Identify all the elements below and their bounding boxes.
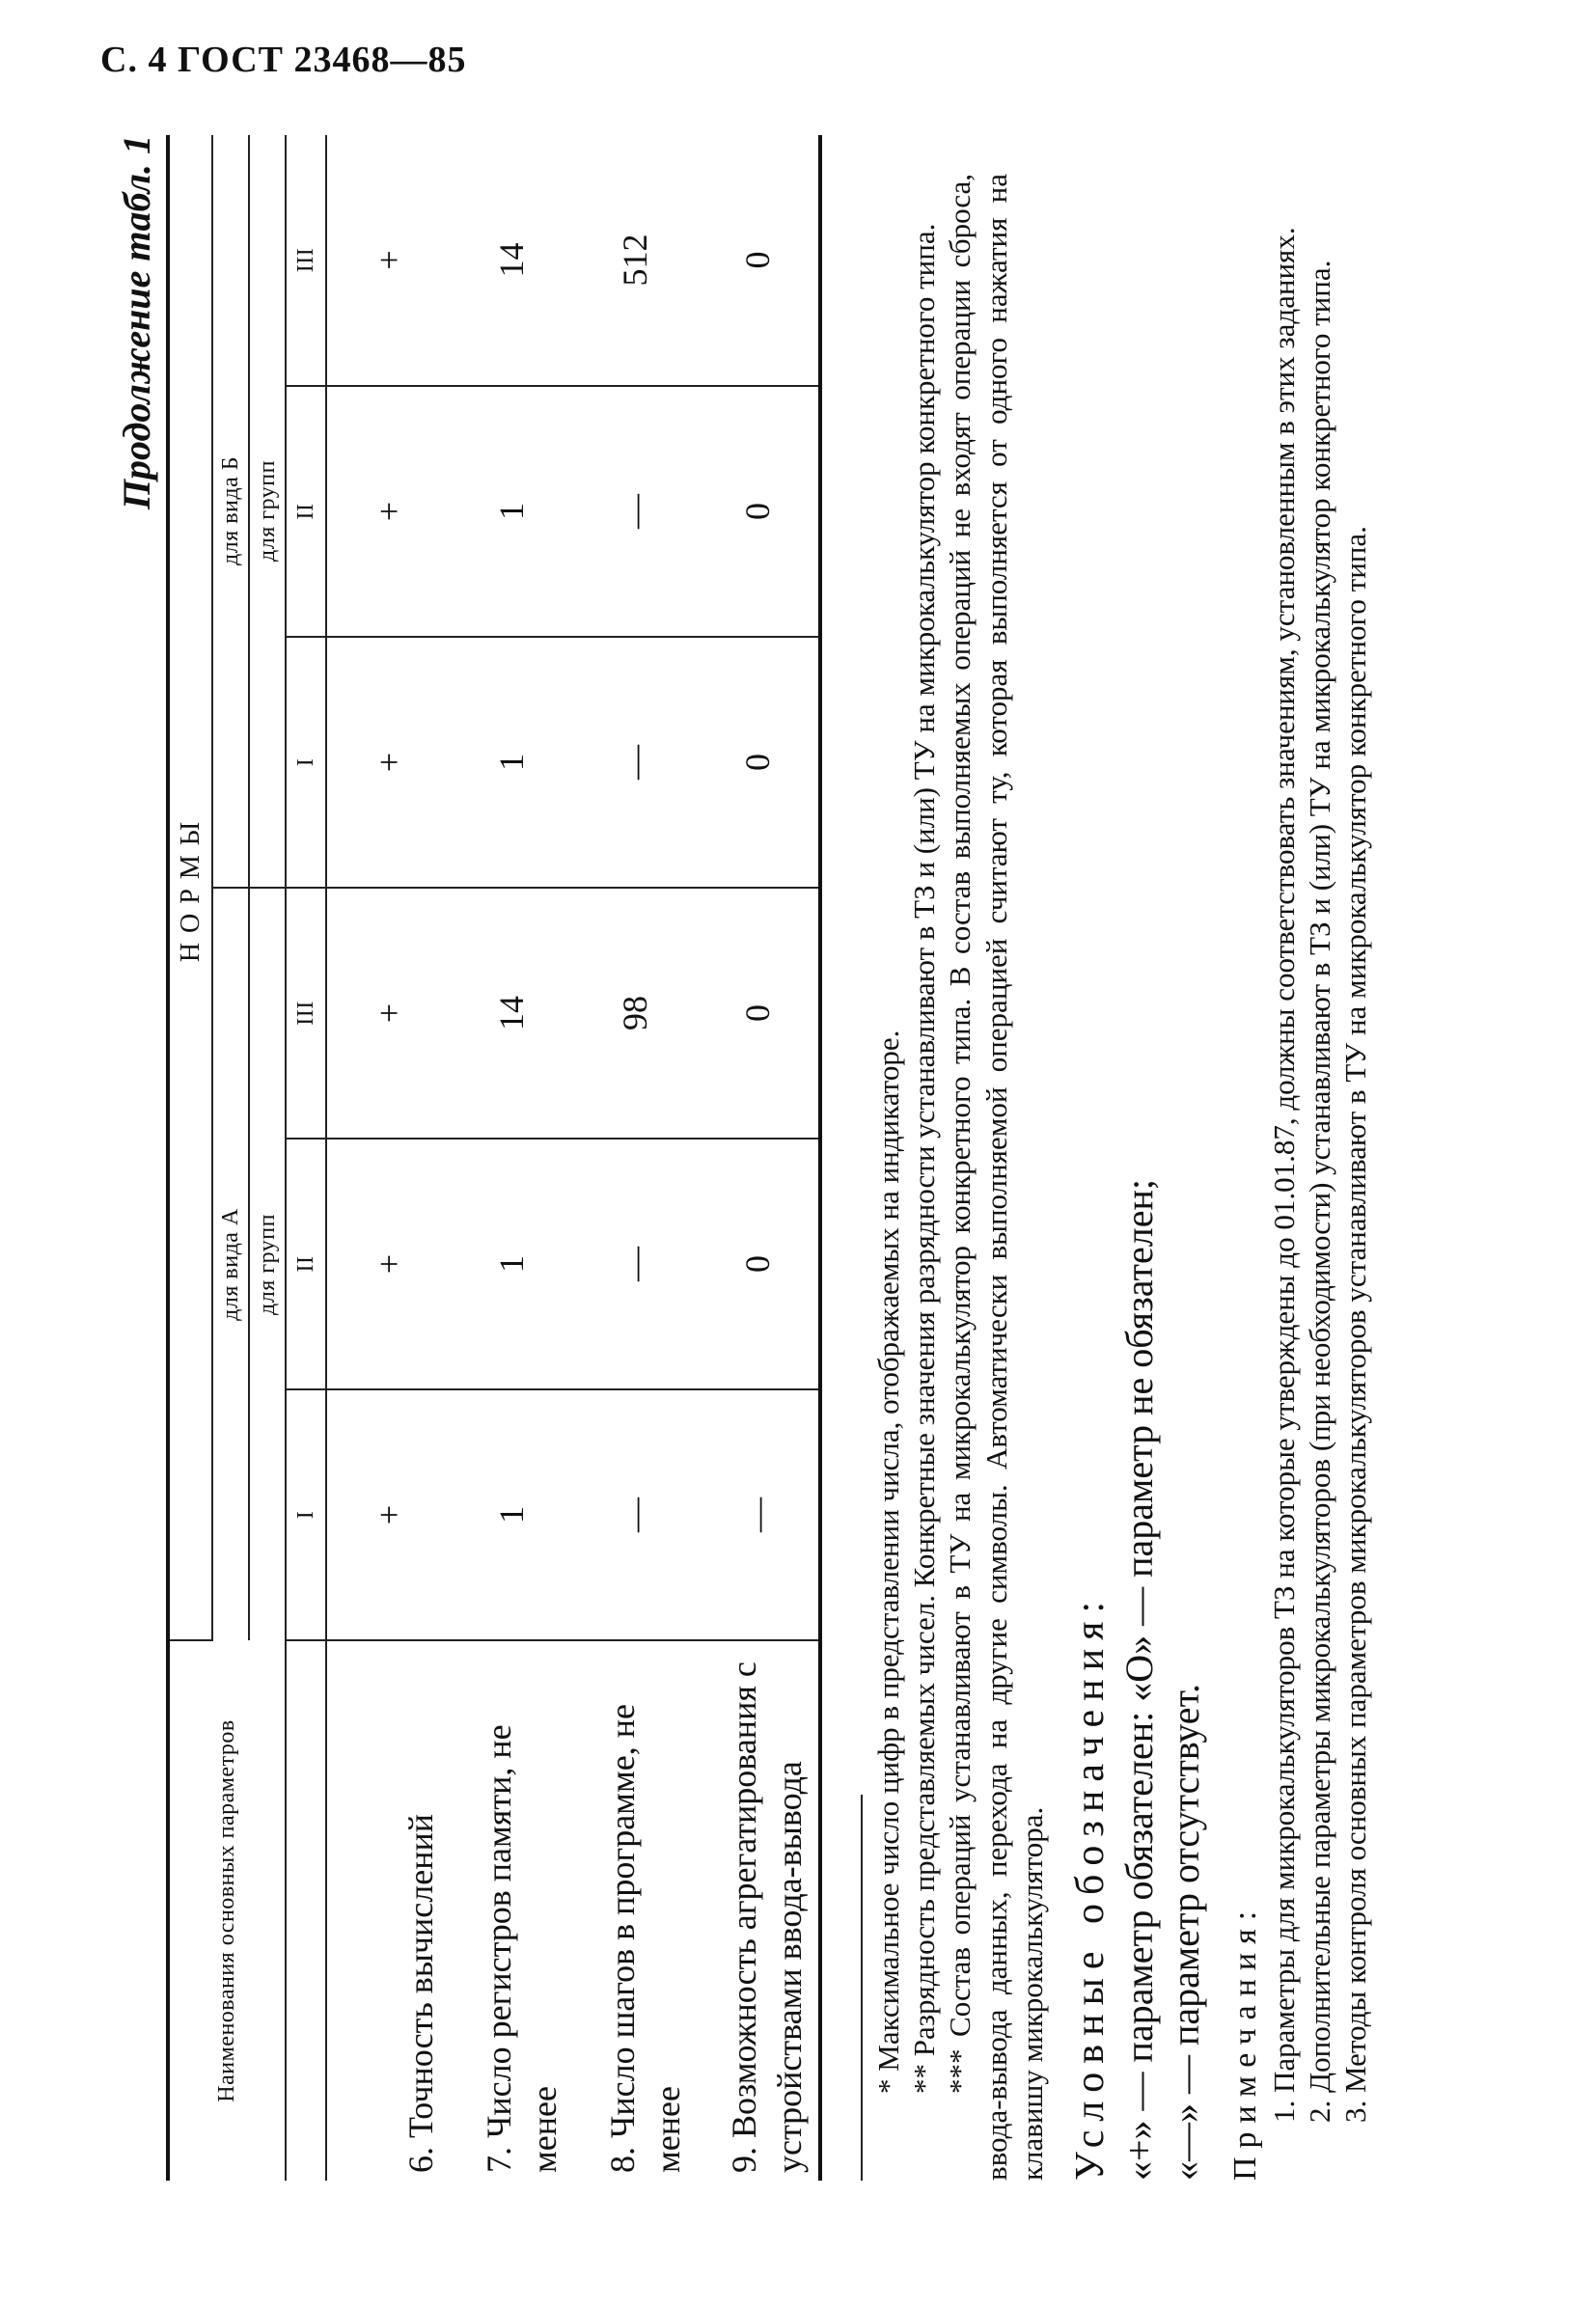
value-cell: 1 <box>450 637 573 888</box>
value-cell: — <box>573 1139 697 1389</box>
value-cell: + <box>326 637 450 888</box>
param-name: 7. Число регистров памяти, не менее <box>480 1724 564 2173</box>
value-cell: — <box>573 386 697 637</box>
legend-item: «+» — параметр обязателен: «О» — параметр не обязателен; <box>1116 1179 1161 2181</box>
value-cell: 1 <box>450 1389 573 1640</box>
value-cell: 0 <box>697 637 820 888</box>
footnote-separator <box>861 1795 863 2181</box>
table-row <box>573 135 697 2181</box>
value-cell: 0 <box>697 135 820 386</box>
value-cell: — <box>697 1389 820 1640</box>
parameters-table <box>166 135 822 2181</box>
value-cell: + <box>326 1389 450 1640</box>
type-b-groups-header: для групп <box>249 135 286 888</box>
value-cell: 98 <box>573 888 697 1139</box>
page-header: С. 4 ГОСТ 23468—85 <box>100 40 467 80</box>
value-cell: 0 <box>697 888 820 1139</box>
value-cell: + <box>326 135 450 386</box>
note-item: 3. Методы контроля основных параметров микрокалькуляторов устанавливают в ТУ на микрокалькулятор конкретного типа. <box>1338 526 1373 2123</box>
value-cell: — <box>573 637 697 888</box>
value-cell: + <box>326 386 450 637</box>
group-header-b2: II <box>286 386 326 637</box>
value-cell: 0 <box>697 386 820 637</box>
group-header-a1: I <box>286 1389 326 1640</box>
group-header-b3: III <box>286 135 326 386</box>
legend-item: «—» — параметр отсутствует. <box>1163 1683 1207 2181</box>
param-name: 8. Число шагов в программе, не менее <box>603 1704 688 2173</box>
rotated-page-content <box>96 125 1525 2210</box>
type-b-header: для вида Б <box>212 135 249 888</box>
table-row <box>697 135 820 2181</box>
value-cell: 14 <box>450 135 573 386</box>
table-row <box>326 135 450 2181</box>
notes-title: Примечания: <box>1226 1902 1263 2181</box>
value-cell: 0 <box>697 1139 820 1389</box>
param-name-header-spacer <box>286 1640 326 2181</box>
group-header-b1: I <box>286 637 326 888</box>
group-header-a3: III <box>286 888 326 1139</box>
footnote-3: *** Состав операций устанавливают в ТУ на микрокалькулятор конкретного типа. В состав выполняемых операций не входят операции сброса, ввода-вывода данных, перехода на другие символы. Автоматически выполняемой операцией считают ту, которая выполняется от одного нажатия на клавишу микрокалькулятора. <box>943 174 1049 2181</box>
type-a-groups-header: для групп <box>249 888 286 1640</box>
param-name: 6. Точность вычислений <box>401 1813 441 2173</box>
note-item: 2. Дополнительные параметры микрокалькуляторов (при необходимости) устанавливают в ТЗ и (или) ТУ на микрокалькулятор конкретного типа. <box>1303 260 1337 2123</box>
table-continuation-label: Продолжение табл. 1 <box>115 135 158 510</box>
value-cell: — <box>573 1389 697 1640</box>
table-row <box>450 135 573 2181</box>
value-cell: 14 <box>450 888 573 1139</box>
legend-title: Условные обозначения: <box>1067 1592 1113 2181</box>
value-cell: 1 <box>450 386 573 637</box>
value-cell: + <box>326 1139 450 1389</box>
group-header-a2: II <box>286 1139 326 1389</box>
norms-header: НОРМЫ <box>168 135 212 1640</box>
param-name: 9. Возможность агрегатирования с устройствами ввода-вывода <box>697 1640 820 2181</box>
notes-block <box>861 174 1374 2181</box>
value-cell: + <box>326 888 450 1139</box>
footnote-1: * Максимальное число цифр в представлении числа, отображаемых на индикаторе. <box>871 1030 905 2094</box>
type-a-header: для вида А <box>212 888 249 1640</box>
value-cell: 1 <box>450 1139 573 1389</box>
footnote-2: ** Разрядность представляемых чисел. Конкретные значения разрядности устанавливают в ТЗ и (или) ТУ на микрокалькулятор конкретного типа. <box>907 223 942 2094</box>
note-item: 1. Параметры для микрокалькуляторов ТЗ на которые утверждены до 01.01.87, должны соответствовать значениям, установленным в этих заданиях. <box>1266 227 1301 2123</box>
value-cell: 512 <box>573 135 697 386</box>
param-name-header: Наименования основных параметров <box>168 1640 286 2181</box>
